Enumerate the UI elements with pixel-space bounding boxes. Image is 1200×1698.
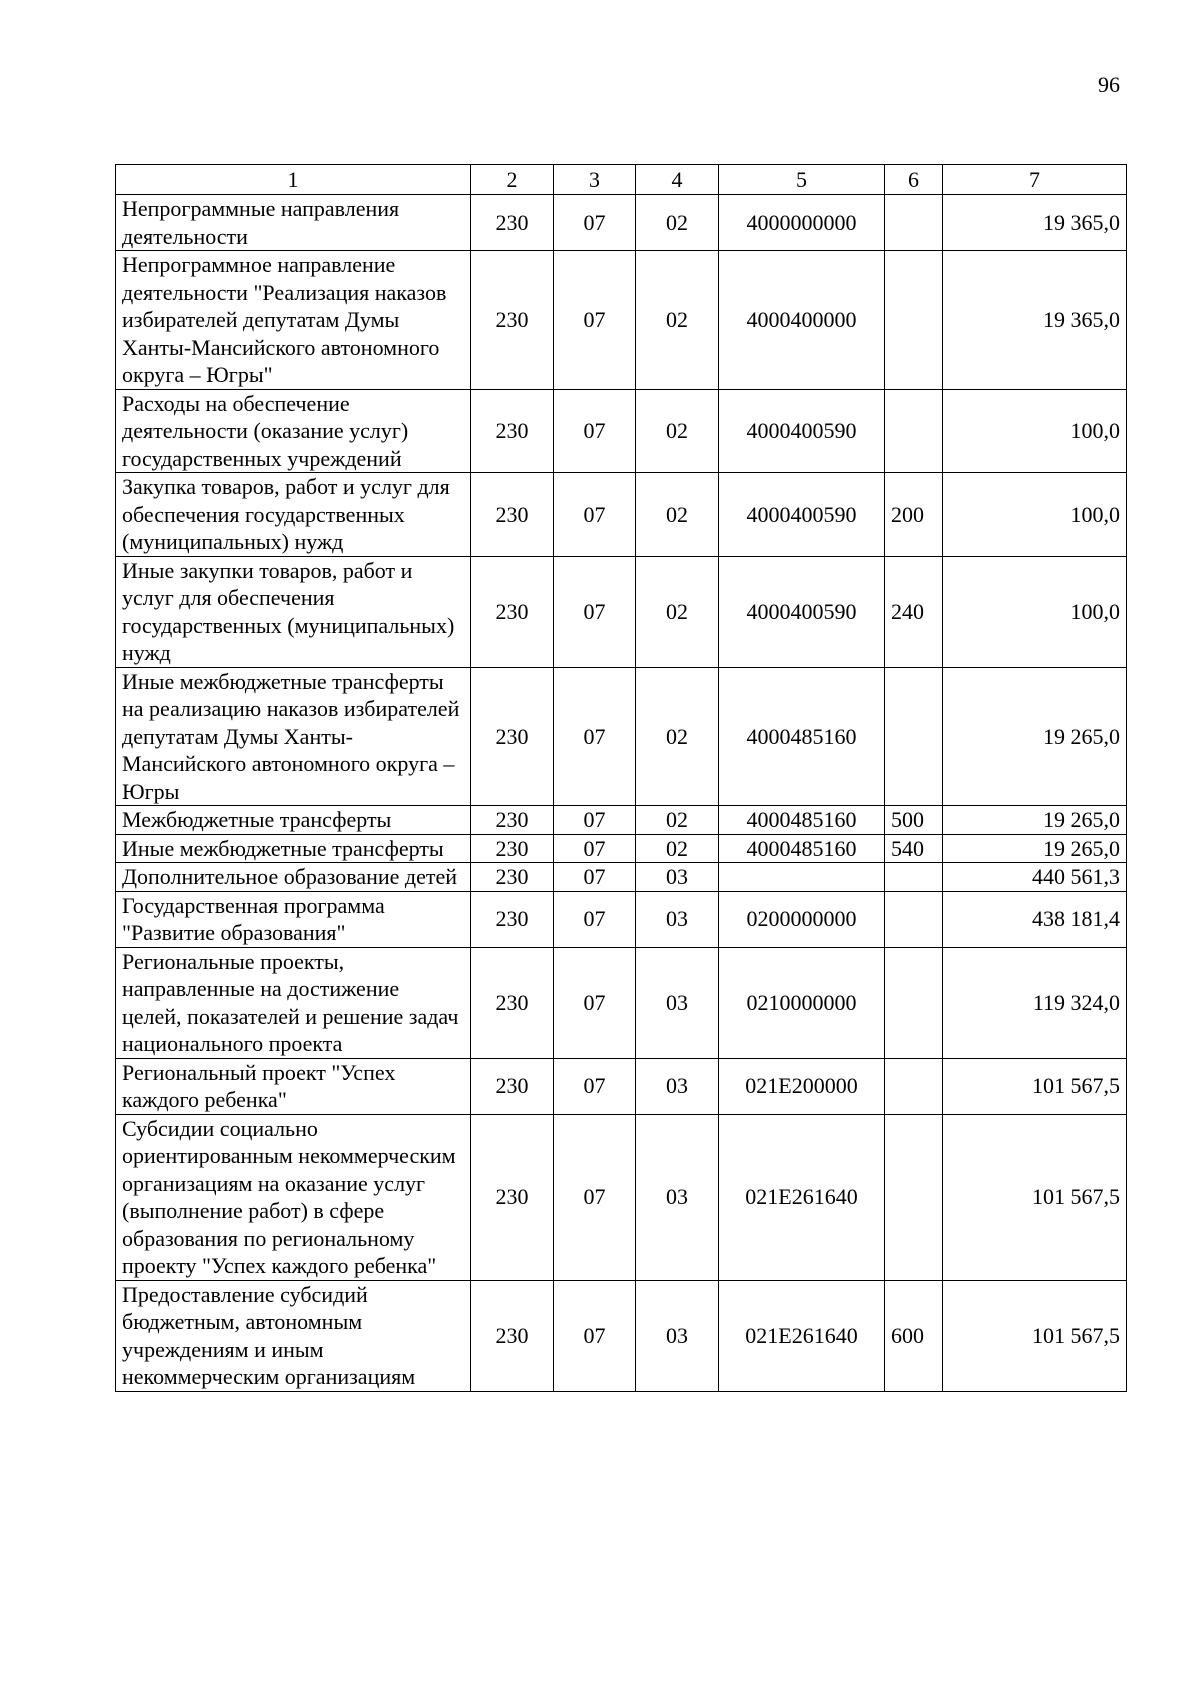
row-name-cell: Дополнительное образование детей [116,863,471,892]
row-admin-code-cell: 230 [471,947,554,1058]
row-section-cell: 07 [554,834,636,863]
row-amount-cell: 440 561,3 [943,863,1127,892]
row-target-article-cell: 021E261640 [719,1280,885,1391]
row-name-cell: Расходы на обеспечение деятельности (оказание услуг) государственных учреждений [116,389,471,473]
row-name-cell: Межбюджетные трансферты [116,806,471,835]
row-target-article-cell: 4000000000 [719,195,885,251]
row-amount-cell: 119 324,0 [943,947,1127,1058]
row-expense-type-cell [885,891,943,947]
row-expense-type-cell: 500 [885,806,943,835]
table-row [116,834,1127,863]
table-row [116,891,1127,947]
row-amount-cell: 19 265,0 [943,806,1127,835]
row-admin-code-cell: 230 [471,195,554,251]
row-expense-type-cell: 600 [885,1280,943,1391]
row-admin-code-cell: 230 [471,806,554,835]
row-name-cell: Государственная программа "Развитие образования" [116,891,471,947]
row-section-cell: 07 [554,667,636,806]
row-amount-cell: 438 181,4 [943,891,1127,947]
row-expense-type-cell: 240 [885,556,943,667]
column-header: 4 [636,165,719,195]
row-target-article-cell: 0200000000 [719,891,885,947]
row-section-cell: 07 [554,195,636,251]
row-amount-cell: 19 365,0 [943,195,1127,251]
row-subsection-cell: 03 [636,1058,719,1114]
row-section-cell: 07 [554,947,636,1058]
row-admin-code-cell: 230 [471,556,554,667]
table-row [116,1058,1127,1114]
row-amount-cell: 101 567,5 [943,1280,1127,1391]
row-amount-cell: 19 265,0 [943,834,1127,863]
row-expense-type-cell [885,1058,943,1114]
row-target-article-cell: 4000485160 [719,834,885,863]
row-target-article-cell: 4000400000 [719,251,885,390]
row-name-cell: Региональный проект "Успех каждого ребенка" [116,1058,471,1114]
row-expense-type-cell [885,1114,943,1280]
row-name-cell: Субсидии социально ориентированным некоммерческим организациям на оказание услуг (выполнение работ) в сфере образования по региональному проекту "Успех каждого ребенка" [116,1114,471,1280]
row-section-cell: 07 [554,251,636,390]
table-row [116,863,1127,892]
row-target-article-cell: 021E200000 [719,1058,885,1114]
row-subsection-cell: 02 [636,556,719,667]
column-header: 5 [719,165,885,195]
table-row [116,195,1127,251]
column-header: 7 [943,165,1127,195]
budget-table [115,164,1127,1392]
row-amount-cell: 100,0 [943,389,1127,473]
table-row [116,556,1127,667]
row-target-article-cell [719,863,885,892]
row-section-cell: 07 [554,806,636,835]
table-row [116,806,1127,835]
row-section-cell: 07 [554,473,636,557]
row-target-article-cell: 4000485160 [719,806,885,835]
row-name-cell: Непрограммное направление деятельности "Реализация наказов избирателей депутатам Думы Ханты-Мансийского автономного округа – Югры" [116,251,471,390]
row-admin-code-cell: 230 [471,834,554,863]
row-section-cell: 07 [554,1114,636,1280]
row-amount-cell: 101 567,5 [943,1114,1127,1280]
row-expense-type-cell [885,667,943,806]
row-subsection-cell: 02 [636,834,719,863]
column-header: 2 [471,165,554,195]
column-header: 1 [116,165,471,195]
table-row [116,473,1127,557]
row-admin-code-cell: 230 [471,251,554,390]
row-expense-type-cell: 540 [885,834,943,863]
row-name-cell: Иные межбюджетные трансферты [116,834,471,863]
row-name-cell: Непрограммные направления деятельности [116,195,471,251]
row-admin-code-cell: 230 [471,1280,554,1391]
row-subsection-cell: 02 [636,389,719,473]
row-expense-type-cell [885,389,943,473]
row-admin-code-cell: 230 [471,1058,554,1114]
row-expense-type-cell [885,863,943,892]
row-subsection-cell: 02 [636,667,719,806]
row-name-cell: Иные межбюджетные трансферты на реализацию наказов избирателей депутатам Думы Ханты-Мансийского автономного округа – Югры [116,667,471,806]
row-amount-cell: 100,0 [943,556,1127,667]
row-subsection-cell: 02 [636,195,719,251]
column-header: 6 [885,165,943,195]
row-target-article-cell: 4000400590 [719,389,885,473]
row-name-cell: Закупка товаров, работ и услуг для обеспечения государственных (муниципальных) нужд [116,473,471,557]
row-target-article-cell: 4000400590 [719,473,885,557]
row-section-cell: 07 [554,1058,636,1114]
row-subsection-cell: 03 [636,891,719,947]
table-row [116,1114,1127,1280]
table-row [116,947,1127,1058]
column-header: 3 [554,165,636,195]
row-expense-type-cell [885,947,943,1058]
row-target-article-cell: 4000400590 [719,556,885,667]
row-name-cell: Иные закупки товаров, работ и услуг для обеспечения государственных (муниципальных) нужд [116,556,471,667]
row-section-cell: 07 [554,556,636,667]
row-subsection-cell: 02 [636,473,719,557]
table-row [116,667,1127,806]
row-section-cell: 07 [554,389,636,473]
row-amount-cell: 101 567,5 [943,1058,1127,1114]
row-admin-code-cell: 230 [471,473,554,557]
row-name-cell: Региональные проекты, направленные на достижение целей, показателей и решение задач национального проекта [116,947,471,1058]
row-section-cell: 07 [554,891,636,947]
row-admin-code-cell: 230 [471,863,554,892]
row-expense-type-cell: 200 [885,473,943,557]
row-expense-type-cell [885,195,943,251]
row-subsection-cell: 03 [636,1280,719,1391]
row-subsection-cell: 02 [636,806,719,835]
row-admin-code-cell: 230 [471,1114,554,1280]
row-subsection-cell: 03 [636,863,719,892]
row-target-article-cell: 4000485160 [719,667,885,806]
table-row [116,251,1127,390]
row-admin-code-cell: 230 [471,667,554,806]
page-number: 96 [1098,72,1120,97]
table-row [116,1280,1127,1391]
row-admin-code-cell: 230 [471,389,554,473]
row-section-cell: 07 [554,1280,636,1391]
row-amount-cell: 19 265,0 [943,667,1127,806]
row-target-article-cell: 0210000000 [719,947,885,1058]
table-row [116,389,1127,473]
row-section-cell: 07 [554,863,636,892]
row-admin-code-cell: 230 [471,891,554,947]
row-subsection-cell: 03 [636,947,719,1058]
row-target-article-cell: 021E261640 [719,1114,885,1280]
row-expense-type-cell [885,251,943,390]
table-header-row [116,165,1127,195]
row-name-cell: Предоставление субсидий бюджетным, автономным учреждениям и иным некоммерческим организациям [116,1280,471,1391]
row-amount-cell: 19 365,0 [943,251,1127,390]
row-subsection-cell: 03 [636,1114,719,1280]
row-subsection-cell: 02 [636,251,719,390]
row-amount-cell: 100,0 [943,473,1127,557]
